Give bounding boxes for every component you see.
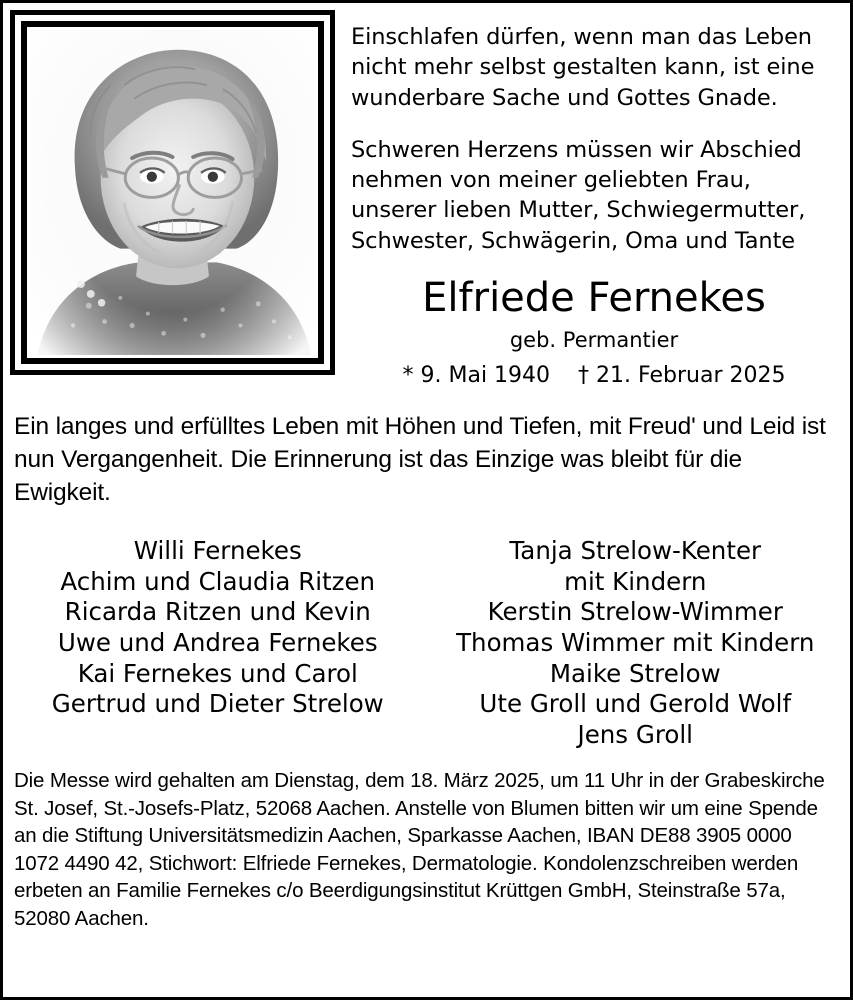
top-text-block <box>335 10 843 389</box>
portrait-photo <box>30 30 315 355</box>
top-section <box>3 3 850 389</box>
mourners-right-column <box>427 536 845 751</box>
quote-text: Einschlafen dürfen, wenn man das Leben nicht mehr selbst gestalten kann, ist eine wunderbare Sache und Gottes Gnade. <box>351 24 815 111</box>
mourner-name: Achim und Claudia Ritzen <box>60 566 376 596</box>
birth-symbol: * <box>402 362 414 388</box>
mourner-name: Gertrud und Dieter Strelow <box>51 689 384 719</box>
mourner-name: Willi Fernekes <box>133 535 302 565</box>
birth-date: 9. Mai 1940 <box>420 362 551 388</box>
mourner-name: Uwe und Andrea Fernekes <box>57 628 378 658</box>
mourner-name: Ute Groll und Gerold Wolf <box>479 689 792 719</box>
mourners-left-column <box>9 536 427 751</box>
mourners-section <box>3 536 850 751</box>
mourner-name: Jens Groll <box>577 720 693 750</box>
life-dates <box>351 363 837 389</box>
mourner-name: Kai Fernekes und Carol <box>77 658 358 688</box>
maiden-name: geb. Permantier <box>509 327 679 352</box>
mourner-name: mit Kindern <box>564 566 707 596</box>
mourner-name: Thomas Wimmer mit Kindern <box>456 628 815 658</box>
portrait-frame-inner <box>21 21 324 364</box>
portrait-frame <box>10 10 335 375</box>
mourner-name: Tanja Strelow-Kenter <box>509 535 762 565</box>
mourner-name: Maike Strelow <box>549 658 721 688</box>
mourner-name: Ricarda Ritzen und Kevin <box>64 597 371 627</box>
deceased-name: Elfriede Fernekes <box>422 274 766 321</box>
death-symbol: † <box>578 362 590 388</box>
memorial-text: Ein langes und erfülltes Leben mit Höhen und Tiefen, mit Freud' und Leid ist nun Vergangenheit. Die Erinnerung ist das Einzige was bleibt für die Ewigkeit. <box>14 413 826 506</box>
name-block <box>351 276 837 390</box>
announcement-text: Schweren Herzens müssen wir Abschied nehmen von meiner geliebten Frau, unserer lieben Mutter, Schwiegermutter, Schwester, Schwägerin, Oma und Tante <box>351 136 806 254</box>
notice-inner <box>3 3 850 997</box>
death-date: 21. Februar 2025 <box>596 362 786 388</box>
service-info-text: Die Messe wird gehalten am Dienstag, dem 18. März 2025, um 11 Uhr in der Grabeskirche St. Josef, St.-Josefs-Platz, 52068 Aachen. Anstelle von Blumen bitten wir um eine Spende an die Stiftung Universitätsmedizin Aachen, Sparkasse Aachen, IBAN DE88 3905 0000 1072 4490 42, Stichwort: Elfriede Fernekes, Dermatologie. Kondolenzschreiben werden erbeten an Familie Fernekes c/o Beerdigungsinstitut Krüttgen GmbH, Steinstraße 57a, 52080 Aachen. <box>14 768 825 930</box>
mourner-name: Kerstin Strelow-Wimmer <box>487 597 783 627</box>
